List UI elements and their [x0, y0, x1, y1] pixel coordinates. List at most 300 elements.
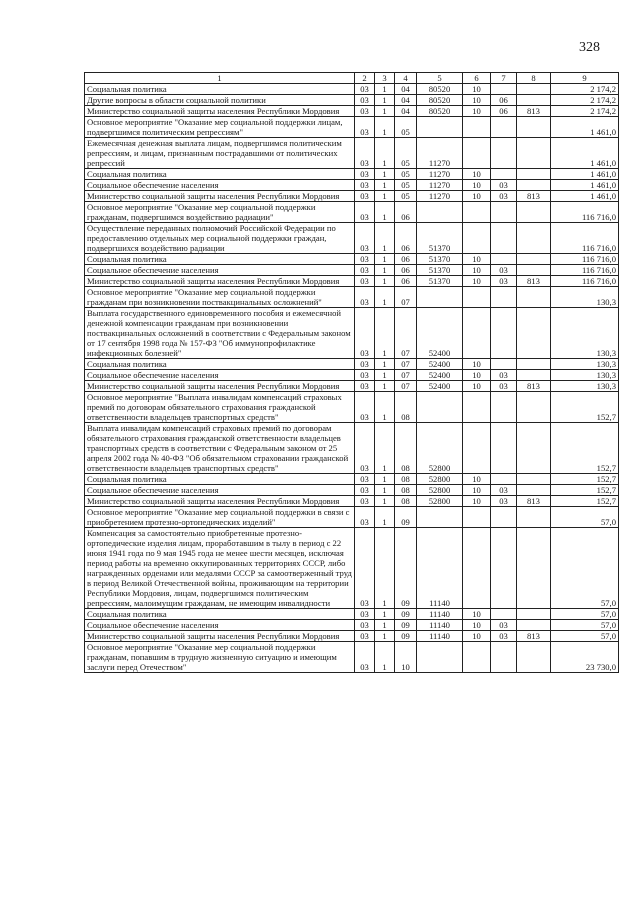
code-col8	[517, 507, 551, 528]
code-col5	[417, 642, 463, 673]
amount-cell: 116 716,0	[551, 202, 619, 223]
code-col6: 10	[463, 496, 491, 507]
header-row	[85, 73, 619, 84]
code-col5: 52400	[417, 359, 463, 370]
code-col5	[417, 117, 463, 138]
code-col6	[463, 507, 491, 528]
code-col4: 05	[395, 191, 417, 202]
table-row	[85, 474, 619, 485]
code-col4: 05	[395, 180, 417, 191]
amount-cell: 23 730,0	[551, 642, 619, 673]
amount-cell: 1 461,0	[551, 169, 619, 180]
code-col7	[491, 392, 517, 423]
code-col4: 09	[395, 507, 417, 528]
table-row	[85, 609, 619, 620]
table-row	[85, 370, 619, 381]
item-name: Социальное обеспечение населения	[85, 485, 355, 496]
code-col5: 52800	[417, 474, 463, 485]
code-col4: 09	[395, 620, 417, 631]
code-col6	[463, 117, 491, 138]
code-col6: 10	[463, 169, 491, 180]
code-col5: 11140	[417, 609, 463, 620]
code-col8: 813	[517, 276, 551, 287]
code-col7	[491, 609, 517, 620]
code-col7	[491, 138, 517, 169]
code-col6: 10	[463, 191, 491, 202]
code-col2: 03	[355, 381, 375, 392]
code-col8	[517, 370, 551, 381]
column-header: 8	[517, 73, 551, 84]
item-name: Министерство социальной защиты населения Республики Мордовия	[85, 276, 355, 287]
amount-cell: 2 174,2	[551, 106, 619, 117]
code-col2: 03	[355, 202, 375, 223]
code-col7	[491, 202, 517, 223]
code-col5: 51370	[417, 265, 463, 276]
amount-cell: 152,7	[551, 392, 619, 423]
code-col4: 06	[395, 254, 417, 265]
amount-cell: 57,0	[551, 631, 619, 642]
column-header: 2	[355, 73, 375, 84]
item-name: Основное мероприятие "Выплата инвалидам компенсаций страховых премий по договорам обязательного страхования гражданской ответственности владельцев транспортных средств"	[85, 392, 355, 423]
code-col7	[491, 423, 517, 474]
table-row	[85, 528, 619, 609]
code-col4: 04	[395, 84, 417, 95]
code-col8	[517, 642, 551, 673]
code-col2: 03	[355, 191, 375, 202]
item-name: Основное мероприятие "Оказание мер социальной поддержки гражданам, подвергшимся воздействию радиации"	[85, 202, 355, 223]
code-col8: 813	[517, 381, 551, 392]
code-col5: 51370	[417, 276, 463, 287]
code-col4: 07	[395, 381, 417, 392]
code-col7	[491, 169, 517, 180]
code-col5: 52400	[417, 308, 463, 359]
code-col6: 10	[463, 276, 491, 287]
column-header: 9	[551, 73, 619, 84]
code-col8	[517, 117, 551, 138]
code-col3: 1	[375, 642, 395, 673]
amount-cell: 1 461,0	[551, 180, 619, 191]
code-col4: 07	[395, 359, 417, 370]
code-col8	[517, 254, 551, 265]
amount-cell: 2 174,2	[551, 95, 619, 106]
code-col2: 03	[355, 106, 375, 117]
code-col2: 03	[355, 620, 375, 631]
table-row	[85, 223, 619, 254]
code-col3: 1	[375, 423, 395, 474]
code-col6	[463, 642, 491, 673]
code-col2: 03	[355, 370, 375, 381]
code-col2: 03	[355, 287, 375, 308]
item-name: Выплата государственного единовременного пособия и ежемесячной денежной компенсации гражданам при возникновении поствакцинальных осложнений в соответствии с Федеральным законом от 17 сентября 1998 года № 157-ФЗ "Об иммунопрофилактике инфекционных болезней"	[85, 308, 355, 359]
code-col6: 10	[463, 359, 491, 370]
page-number: 328	[579, 40, 600, 55]
item-name: Ежемесячная денежная выплата лицам, подвергшимся политическим репрессиям, и лицам, признанным пострадавшими от политических репрессий	[85, 138, 355, 169]
code-col4: 05	[395, 169, 417, 180]
code-col3: 1	[375, 180, 395, 191]
code-col3: 1	[375, 359, 395, 370]
code-col8	[517, 609, 551, 620]
code-col7	[491, 642, 517, 673]
code-col6	[463, 287, 491, 308]
code-col3: 1	[375, 308, 395, 359]
code-col3: 1	[375, 381, 395, 392]
code-col4: 09	[395, 609, 417, 620]
code-col4: 10	[395, 642, 417, 673]
amount-cell: 130,3	[551, 381, 619, 392]
code-col8	[517, 359, 551, 370]
table-row	[85, 84, 619, 95]
amount-cell: 57,0	[551, 620, 619, 631]
code-col7: 03	[491, 265, 517, 276]
code-col7: 06	[491, 106, 517, 117]
code-col4: 08	[395, 485, 417, 496]
code-col2: 03	[355, 265, 375, 276]
code-col7	[491, 287, 517, 308]
code-col6: 10	[463, 485, 491, 496]
item-name: Социальная политика	[85, 169, 355, 180]
code-col4: 07	[395, 287, 417, 308]
code-col4: 07	[395, 308, 417, 359]
code-col8	[517, 287, 551, 308]
amount-cell: 2 174,2	[551, 84, 619, 95]
item-name: Социальное обеспечение населения	[85, 180, 355, 191]
code-col8	[517, 485, 551, 496]
table-row	[85, 392, 619, 423]
code-col5: 80520	[417, 95, 463, 106]
code-col7: 03	[491, 381, 517, 392]
code-col8	[517, 392, 551, 423]
code-col8	[517, 223, 551, 254]
code-col4: 08	[395, 423, 417, 474]
code-col3: 1	[375, 202, 395, 223]
code-col4: 08	[395, 474, 417, 485]
item-name: Министерство социальной защиты населения Республики Мордовия	[85, 106, 355, 117]
code-col3: 1	[375, 254, 395, 265]
code-col4: 08	[395, 496, 417, 507]
code-col5	[417, 392, 463, 423]
code-col8	[517, 169, 551, 180]
item-name: Другие вопросы в области социальной политики	[85, 95, 355, 106]
table-row	[85, 485, 619, 496]
code-col3: 1	[375, 169, 395, 180]
code-col3: 1	[375, 106, 395, 117]
table-row	[85, 117, 619, 138]
code-col7: 03	[491, 496, 517, 507]
column-header: 6	[463, 73, 491, 84]
code-col8	[517, 202, 551, 223]
table-row	[85, 642, 619, 673]
code-col5	[417, 202, 463, 223]
item-name: Социальное обеспечение населения	[85, 620, 355, 631]
code-col2: 03	[355, 423, 375, 474]
code-col6	[463, 223, 491, 254]
table-row	[85, 308, 619, 359]
code-col8	[517, 620, 551, 631]
code-col3: 1	[375, 223, 395, 254]
code-col2: 03	[355, 642, 375, 673]
column-header: 1	[85, 73, 355, 84]
code-col5: 52800	[417, 485, 463, 496]
code-col6	[463, 202, 491, 223]
code-col5	[417, 287, 463, 308]
code-col8	[517, 474, 551, 485]
code-col2: 03	[355, 169, 375, 180]
code-col2: 03	[355, 609, 375, 620]
item-name: Социальная политика	[85, 474, 355, 485]
table-row	[85, 169, 619, 180]
code-col3: 1	[375, 117, 395, 138]
code-col7	[491, 507, 517, 528]
item-name: Основное мероприятие "Оказание мер социальной поддержки гражданам при возникновении поствакцинальных осложнений"	[85, 287, 355, 308]
code-col3: 1	[375, 287, 395, 308]
item-name: Министерство социальной защиты населения Республики Мордовия	[85, 496, 355, 507]
code-col5: 11140	[417, 528, 463, 609]
code-col8	[517, 528, 551, 609]
code-col7: 03	[491, 276, 517, 287]
code-col6: 10	[463, 620, 491, 631]
item-name: Социальная политика	[85, 609, 355, 620]
code-col2: 03	[355, 496, 375, 507]
amount-cell: 1 461,0	[551, 138, 619, 169]
table-row	[85, 254, 619, 265]
code-col2: 03	[355, 223, 375, 254]
code-col2: 03	[355, 528, 375, 609]
item-name: Социальное обеспечение населения	[85, 265, 355, 276]
code-col2: 03	[355, 117, 375, 138]
code-col2: 03	[355, 485, 375, 496]
code-col4: 05	[395, 117, 417, 138]
code-col6: 10	[463, 106, 491, 117]
code-col7	[491, 84, 517, 95]
code-col7	[491, 359, 517, 370]
code-col2: 03	[355, 138, 375, 169]
code-col4: 09	[395, 631, 417, 642]
code-col2: 03	[355, 631, 375, 642]
code-col3: 1	[375, 609, 395, 620]
amount-cell: 152,7	[551, 474, 619, 485]
code-col7: 03	[491, 370, 517, 381]
amount-cell: 57,0	[551, 507, 619, 528]
table-row	[85, 106, 619, 117]
code-col3: 1	[375, 474, 395, 485]
column-header: 7	[491, 73, 517, 84]
code-col7	[491, 117, 517, 138]
code-col6	[463, 392, 491, 423]
table-row	[85, 191, 619, 202]
code-col5: 80520	[417, 106, 463, 117]
amount-cell: 57,0	[551, 609, 619, 620]
table-row	[85, 359, 619, 370]
code-col3: 1	[375, 95, 395, 106]
code-col8	[517, 84, 551, 95]
code-col5: 11270	[417, 191, 463, 202]
code-col3: 1	[375, 276, 395, 287]
item-name: Социальное обеспечение населения	[85, 370, 355, 381]
code-col2: 03	[355, 84, 375, 95]
amount-cell: 116 716,0	[551, 265, 619, 276]
code-col5: 11270	[417, 138, 463, 169]
amount-cell: 1 461,0	[551, 191, 619, 202]
table-row	[85, 276, 619, 287]
item-name: Министерство социальной защиты населения Республики Мордовия	[85, 381, 355, 392]
table-row	[85, 631, 619, 642]
code-col3: 1	[375, 84, 395, 95]
code-col6	[463, 528, 491, 609]
item-name: Министерство социальной защиты населения Республики Мордовия	[85, 631, 355, 642]
code-col4: 05	[395, 138, 417, 169]
code-col3: 1	[375, 496, 395, 507]
column-header: 3	[375, 73, 395, 84]
amount-cell: 130,3	[551, 308, 619, 359]
code-col7: 06	[491, 95, 517, 106]
code-col3: 1	[375, 528, 395, 609]
table-row	[85, 202, 619, 223]
code-col7: 03	[491, 191, 517, 202]
table-row	[85, 287, 619, 308]
item-name: Выплата инвалидам компенсаций страховых премий по договорам обязательного страхования гражданской ответственности владельцев транспортных средств в соответствии с Федеральным законом от 25 апреля 2002 года № 40-ФЗ "Об обязательном страховании гражданской ответственности владельцев транспортных средств"	[85, 423, 355, 474]
table-row	[85, 496, 619, 507]
code-col3: 1	[375, 191, 395, 202]
code-col2: 03	[355, 392, 375, 423]
amount-cell: 116 716,0	[551, 254, 619, 265]
code-col4: 04	[395, 95, 417, 106]
code-col6	[463, 308, 491, 359]
amount-cell: 130,3	[551, 287, 619, 308]
item-name: Министерство социальной защиты населения Республики Мордовия	[85, 191, 355, 202]
code-col6: 10	[463, 474, 491, 485]
code-col5: 80520	[417, 84, 463, 95]
code-col8	[517, 308, 551, 359]
code-col7: 03	[491, 631, 517, 642]
item-name: Социальная политика	[85, 359, 355, 370]
table-row	[85, 423, 619, 474]
code-col3: 1	[375, 370, 395, 381]
code-col6: 10	[463, 381, 491, 392]
code-col8: 813	[517, 106, 551, 117]
code-col2: 03	[355, 507, 375, 528]
code-col7	[491, 308, 517, 359]
code-col6: 10	[463, 609, 491, 620]
code-col3: 1	[375, 392, 395, 423]
code-col5: 11270	[417, 180, 463, 191]
item-name: Основное мероприятие "Оказание мер социальной поддержки гражданам, попавшим в трудную жизненную ситуацию и имеющим заслуги перед Отечеством"	[85, 642, 355, 673]
code-col6: 10	[463, 95, 491, 106]
code-col7	[491, 474, 517, 485]
code-col3: 1	[375, 507, 395, 528]
table-row	[85, 95, 619, 106]
code-col5: 11140	[417, 620, 463, 631]
code-col6: 10	[463, 265, 491, 276]
code-col3: 1	[375, 631, 395, 642]
code-col7: 03	[491, 485, 517, 496]
code-col4: 07	[395, 370, 417, 381]
code-col8	[517, 423, 551, 474]
table-row	[85, 265, 619, 276]
code-col6	[463, 138, 491, 169]
amount-cell: 130,3	[551, 359, 619, 370]
code-col8	[517, 95, 551, 106]
amount-cell: 152,7	[551, 423, 619, 474]
code-col4: 08	[395, 392, 417, 423]
code-col2: 03	[355, 254, 375, 265]
item-name: Основное мероприятие "Оказание мер социальной поддержки лицам, подвергшимся политическим репрессиям"	[85, 117, 355, 138]
item-name: Компенсация за самостоятельно приобретенные протезно-ортопедические изделия лицам, проработавшим в тылу в период с 22 июня 1941 года по 9 мая 1945 года не менее шести месяцев, исключая период работы на временно оккупированных территориях СССР, либо награжденных орденами или медалями СССР за самоотверженный труд в период Великой Отечественной войны, проживающим на территории Республики Мордовия, лицам, подвергшимся политическим репрессиям, малоимущим гражданам, не имеющим инвалидности	[85, 528, 355, 609]
code-col8	[517, 180, 551, 191]
code-col3: 1	[375, 265, 395, 276]
code-col2: 03	[355, 276, 375, 287]
column-header: 4	[395, 73, 417, 84]
code-col6: 10	[463, 370, 491, 381]
code-col8	[517, 265, 551, 276]
table-row	[85, 138, 619, 169]
code-col2: 03	[355, 95, 375, 106]
table-row	[85, 180, 619, 191]
code-col4: 09	[395, 528, 417, 609]
code-col2: 03	[355, 474, 375, 485]
code-col8: 813	[517, 191, 551, 202]
code-col6: 10	[463, 254, 491, 265]
code-col4: 06	[395, 202, 417, 223]
code-col3: 1	[375, 485, 395, 496]
item-name: Социальная политика	[85, 84, 355, 95]
code-col5: 52400	[417, 381, 463, 392]
code-col7	[491, 223, 517, 254]
code-col5	[417, 507, 463, 528]
code-col5: 11270	[417, 169, 463, 180]
item-name: Осуществление переданных полномочий Российской Федерации по предоставлению отдельных мер социальной поддержки граждан, подвергшихся воздействию радиации	[85, 223, 355, 254]
amount-cell: 1 461,0	[551, 117, 619, 138]
code-col5: 51370	[417, 254, 463, 265]
column-header: 5	[417, 73, 463, 84]
amount-cell: 116 716,0	[551, 223, 619, 254]
code-col7: 03	[491, 620, 517, 631]
code-col8: 813	[517, 631, 551, 642]
table-row	[85, 507, 619, 528]
code-col4: 06	[395, 276, 417, 287]
table-row	[85, 381, 619, 392]
code-col7	[491, 528, 517, 609]
code-col2: 03	[355, 180, 375, 191]
code-col6: 10	[463, 84, 491, 95]
code-col4: 06	[395, 265, 417, 276]
amount-cell: 152,7	[551, 496, 619, 507]
code-col2: 03	[355, 359, 375, 370]
code-col7: 03	[491, 180, 517, 191]
code-col2: 03	[355, 308, 375, 359]
code-col6: 10	[463, 180, 491, 191]
code-col8	[517, 138, 551, 169]
code-col5: 11140	[417, 631, 463, 642]
item-name: Социальная политика	[85, 254, 355, 265]
amount-cell: 57,0	[551, 528, 619, 609]
code-col3: 1	[375, 620, 395, 631]
code-col6	[463, 423, 491, 474]
item-name: Основное мероприятие "Оказание мер социальной поддержки в связи с приобретением протезно-ортопедических изделий"	[85, 507, 355, 528]
code-col6: 10	[463, 631, 491, 642]
amount-cell: 130,3	[551, 370, 619, 381]
code-col4: 04	[395, 106, 417, 117]
amount-cell: 152,7	[551, 485, 619, 496]
code-col7	[491, 254, 517, 265]
budget-table	[84, 72, 619, 673]
code-col3: 1	[375, 138, 395, 169]
code-col5: 52400	[417, 370, 463, 381]
code-col8: 813	[517, 496, 551, 507]
amount-cell: 116 716,0	[551, 276, 619, 287]
table-row	[85, 620, 619, 631]
code-col5: 51370	[417, 223, 463, 254]
code-col4: 06	[395, 223, 417, 254]
